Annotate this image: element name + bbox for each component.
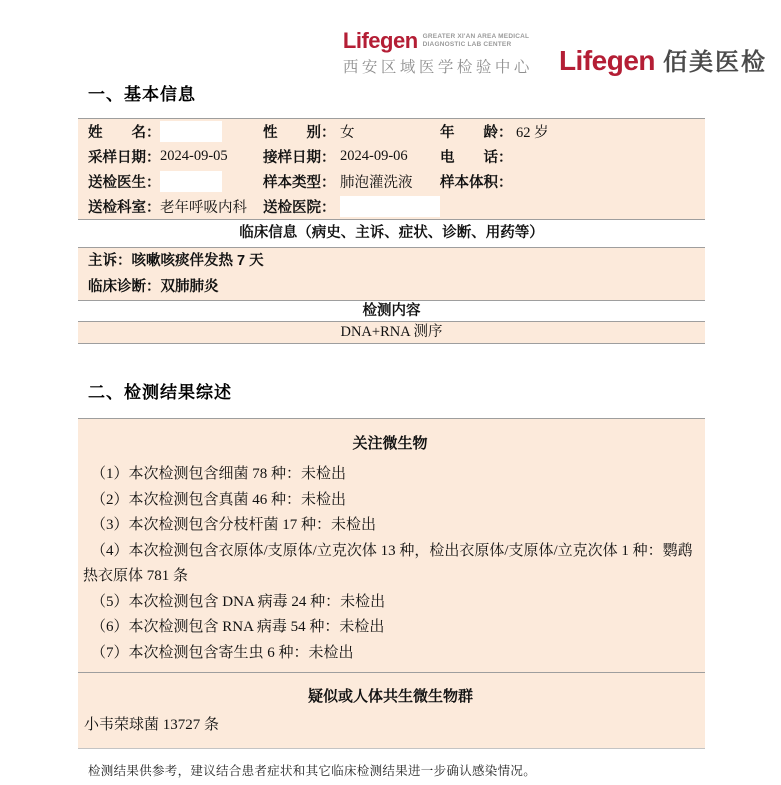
chief-complaint-row: 主诉：咳嗽咳痰伴发热 7 天 xyxy=(78,247,705,274)
info-row-dates xyxy=(78,144,705,169)
result-item: （2）本次检测包含真菌 46 种：未检出 xyxy=(91,491,347,508)
info-value-doctor xyxy=(160,171,263,192)
info-value-department: 老年呼吸内科 xyxy=(160,200,247,216)
lifegen-wordmark: Lifegen xyxy=(342,28,418,53)
info-label-sample-date: 采样日期： xyxy=(88,150,161,166)
logo-cn-name-large: 佰美医检 xyxy=(663,49,767,76)
brand-area xyxy=(343,30,767,77)
info-row-name xyxy=(78,119,705,144)
info-value-sample-type: 肺泡灌洗液 xyxy=(340,175,413,191)
redacted-value xyxy=(160,121,222,142)
info-label-phone: 电 话： xyxy=(440,150,513,166)
result-item: （1）本次检测包含细菌 78 种：未检出 xyxy=(91,466,347,482)
info-label-age: 年 龄： xyxy=(440,125,513,141)
test-content-row: DNA+RNA 测序 xyxy=(78,321,705,344)
diagnosis-row: 临床诊断：双肺肺炎 xyxy=(78,274,705,300)
result-item: （3）本次检测包含分枝杆菌 17 种：未检出 xyxy=(91,517,377,533)
footer-note: 检测结果供参考，建议结合患者症状和其它临床检测结果进一步确认感染情况。 xyxy=(88,764,537,778)
info-value-sample-date: 2024-09-05 xyxy=(160,148,228,164)
info-value-gender: 女 xyxy=(340,125,355,141)
lifegen-logo-small xyxy=(343,30,533,77)
logo-tagline xyxy=(423,33,530,50)
test-content-header: 检测内容 xyxy=(78,300,705,321)
commensal-item: 小韦荣球菌 13727 条 xyxy=(84,717,220,733)
footer xyxy=(78,748,705,779)
info-label-name: 姓 名： xyxy=(88,125,161,141)
info-row-dept-hospital xyxy=(78,194,705,219)
info-row-doctor-sample xyxy=(78,169,705,194)
basic-info-table xyxy=(78,118,705,344)
result-item: （5）本次检测包含 DNA 病毒 24 种：未检出 xyxy=(91,593,386,610)
lifegen-logo-large xyxy=(559,42,767,77)
info-label-gender: 性 别： xyxy=(263,125,336,141)
result-item: （6）本次检测包含 RNA 病毒 54 种：未检出 xyxy=(91,619,385,635)
lifegen-logo-small-top xyxy=(343,30,533,52)
focus-microbes-box xyxy=(78,418,705,676)
logo-cn-name: 西安区域医学检验中心 xyxy=(342,59,533,76)
lifegen-wordmark-large: Lifegen xyxy=(558,45,655,76)
info-value-hospital xyxy=(340,196,440,217)
redacted-value xyxy=(340,196,440,217)
basic-info-rows xyxy=(78,118,705,219)
commensal-title: 疑似或人体共生微生物群 xyxy=(307,688,473,705)
result-item: （7）本次检测包含寄生虫 6 种：未检出 xyxy=(91,644,354,661)
clinical-info-header: 临床信息（病史、主诉、症状、诊断、用药等） xyxy=(78,219,705,247)
info-label-hospital: 送检医院： xyxy=(263,200,336,216)
result-item: （4）本次检测包含衣原体/支原体/立克次体 13 种，检出衣原体/支原体/立克次体 1 种：鹦鹉热衣原体 781 条 xyxy=(83,542,693,584)
logo-tagline-line1: GREATER XI'AN AREA MEDICAL xyxy=(422,33,530,40)
commensal-box xyxy=(78,672,705,749)
info-label-doctor: 送检医生： xyxy=(88,175,161,191)
info-label-sample-volume: 样本体积： xyxy=(440,175,513,191)
redacted-value xyxy=(160,171,222,192)
info-label-sample-type: 样本类型： xyxy=(263,175,336,191)
focus-microbes-title: 关注微生物 xyxy=(352,435,428,452)
logo-tagline-line2: DIAGNOSTIC LAB CENTER xyxy=(422,41,512,49)
info-value-receive-date: 2024-09-06 xyxy=(340,148,408,164)
section1-title: 一、基本信息 xyxy=(88,85,196,104)
section2-title: 二、检测结果综述 xyxy=(88,383,232,402)
info-label-receive-date: 接样日期： xyxy=(263,150,336,166)
info-label-department: 送检科室： xyxy=(88,200,161,216)
info-value-age: 62 岁 xyxy=(516,125,549,141)
info-value-name xyxy=(160,121,263,142)
